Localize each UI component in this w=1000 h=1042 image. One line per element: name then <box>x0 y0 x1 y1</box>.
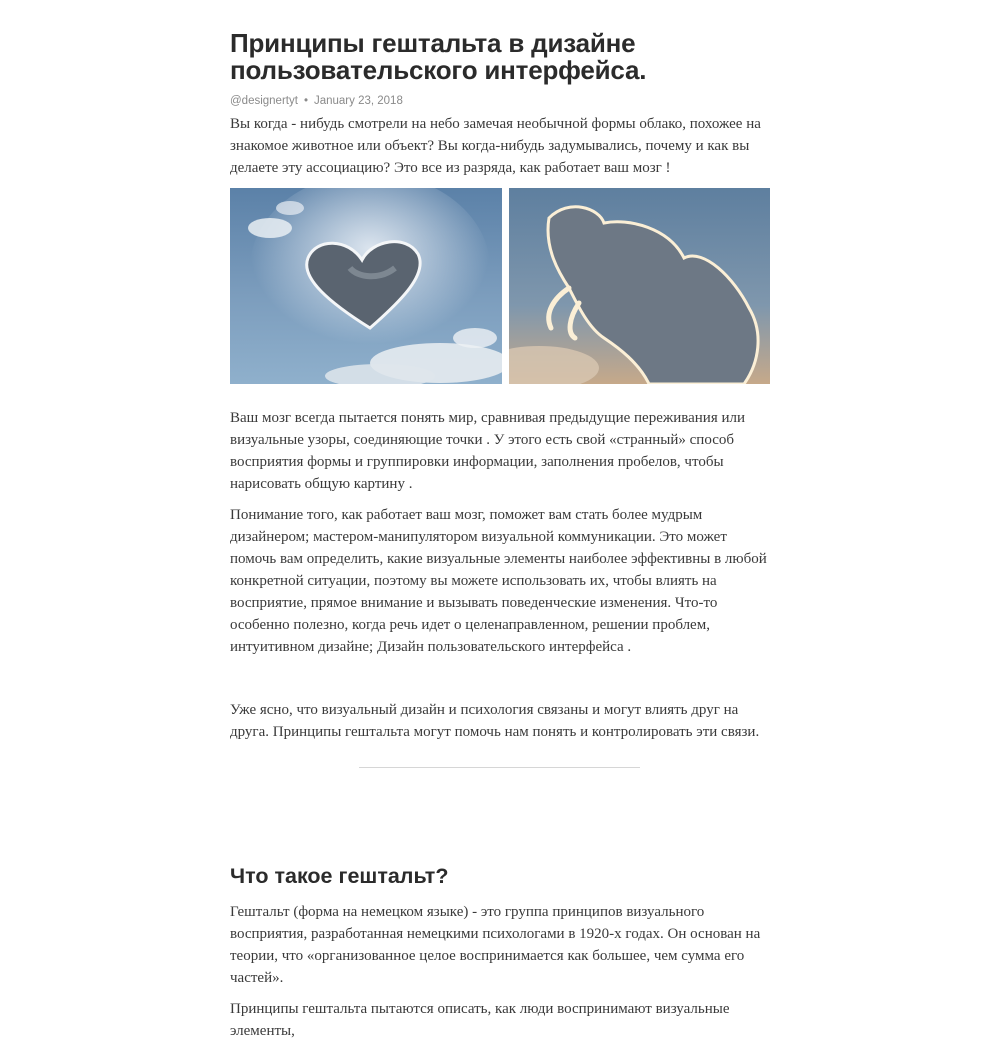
heart-cloud-image <box>230 188 502 384</box>
article <box>230 30 770 1042</box>
section-divider <box>359 767 640 768</box>
section-heading: Что такое гештальт? <box>230 864 449 888</box>
paragraph-understanding: Понимание того, как работает ваш мозг, поможет вам стать более мудрым дизайнером; мастером-манипулятором визуальной коммуникации. Это может помочь вам определить, какие визуальные элементы наиболее эффективны в любой конкретной ситуации, поэтому вы можете использовать их, чтобы влиять на восприятие, прямое внимание и вызывать поведенческие изменения. Что-то особенно полезно, когда речь идет о целенаправленном, решении проблем, интуитивном дизайне; Дизайн пользовательского интерфейса . <box>230 507 767 655</box>
cloud-images-figure <box>230 188 770 384</box>
horse-cloud-image <box>509 188 770 384</box>
author-link[interactable]: @designertyt <box>230 95 298 107</box>
paragraph-design-psychology: Уже ясно, что визуальный дизайн и психология связаны и могут влиять друг на друга. Принципы гештальта могут помочь нам понять и контролировать эти связи. <box>230 702 760 740</box>
meta-separator: • <box>303 95 308 107</box>
article-title: Принципы гештальта в дизайне пользовательского интерфейса. <box>230 28 647 85</box>
paragraph-gestalt-principles: Принципы гештальта пытаются описать, как люди воспринимают визуальные элементы, <box>230 1001 730 1039</box>
paragraph-intro: Вы когда - нибудь смотрели на небо замечая необычной формы облако, похожее на знакомое животное или объект? Вы когда-нибудь задумывались, почему и как вы делаете эту ассоциацию? Это все из разряда, как работает ваш мозг ! <box>230 116 761 176</box>
paragraph-brain: Ваш мозг всегда пытается понять мир, сравнивая предыдущие переживания или визуальные узоры, соединяющие точки . У этого есть свой «странный» способ восприятия формы и группировки информации, заполнения пробелов, чтобы нарисовать общую картину . <box>230 410 746 492</box>
article-meta <box>230 93 770 109</box>
paragraph-gestalt-definition: Гештальт (форма на немецком языке) - это группа принципов визуального восприятия, разработанная немецкими психологами в 1920-х годах. Он основан на теории, что «организованное целое воспринимается как большее, чем сумма его частей». <box>230 904 761 986</box>
publish-date: January 23, 2018 <box>313 95 403 107</box>
